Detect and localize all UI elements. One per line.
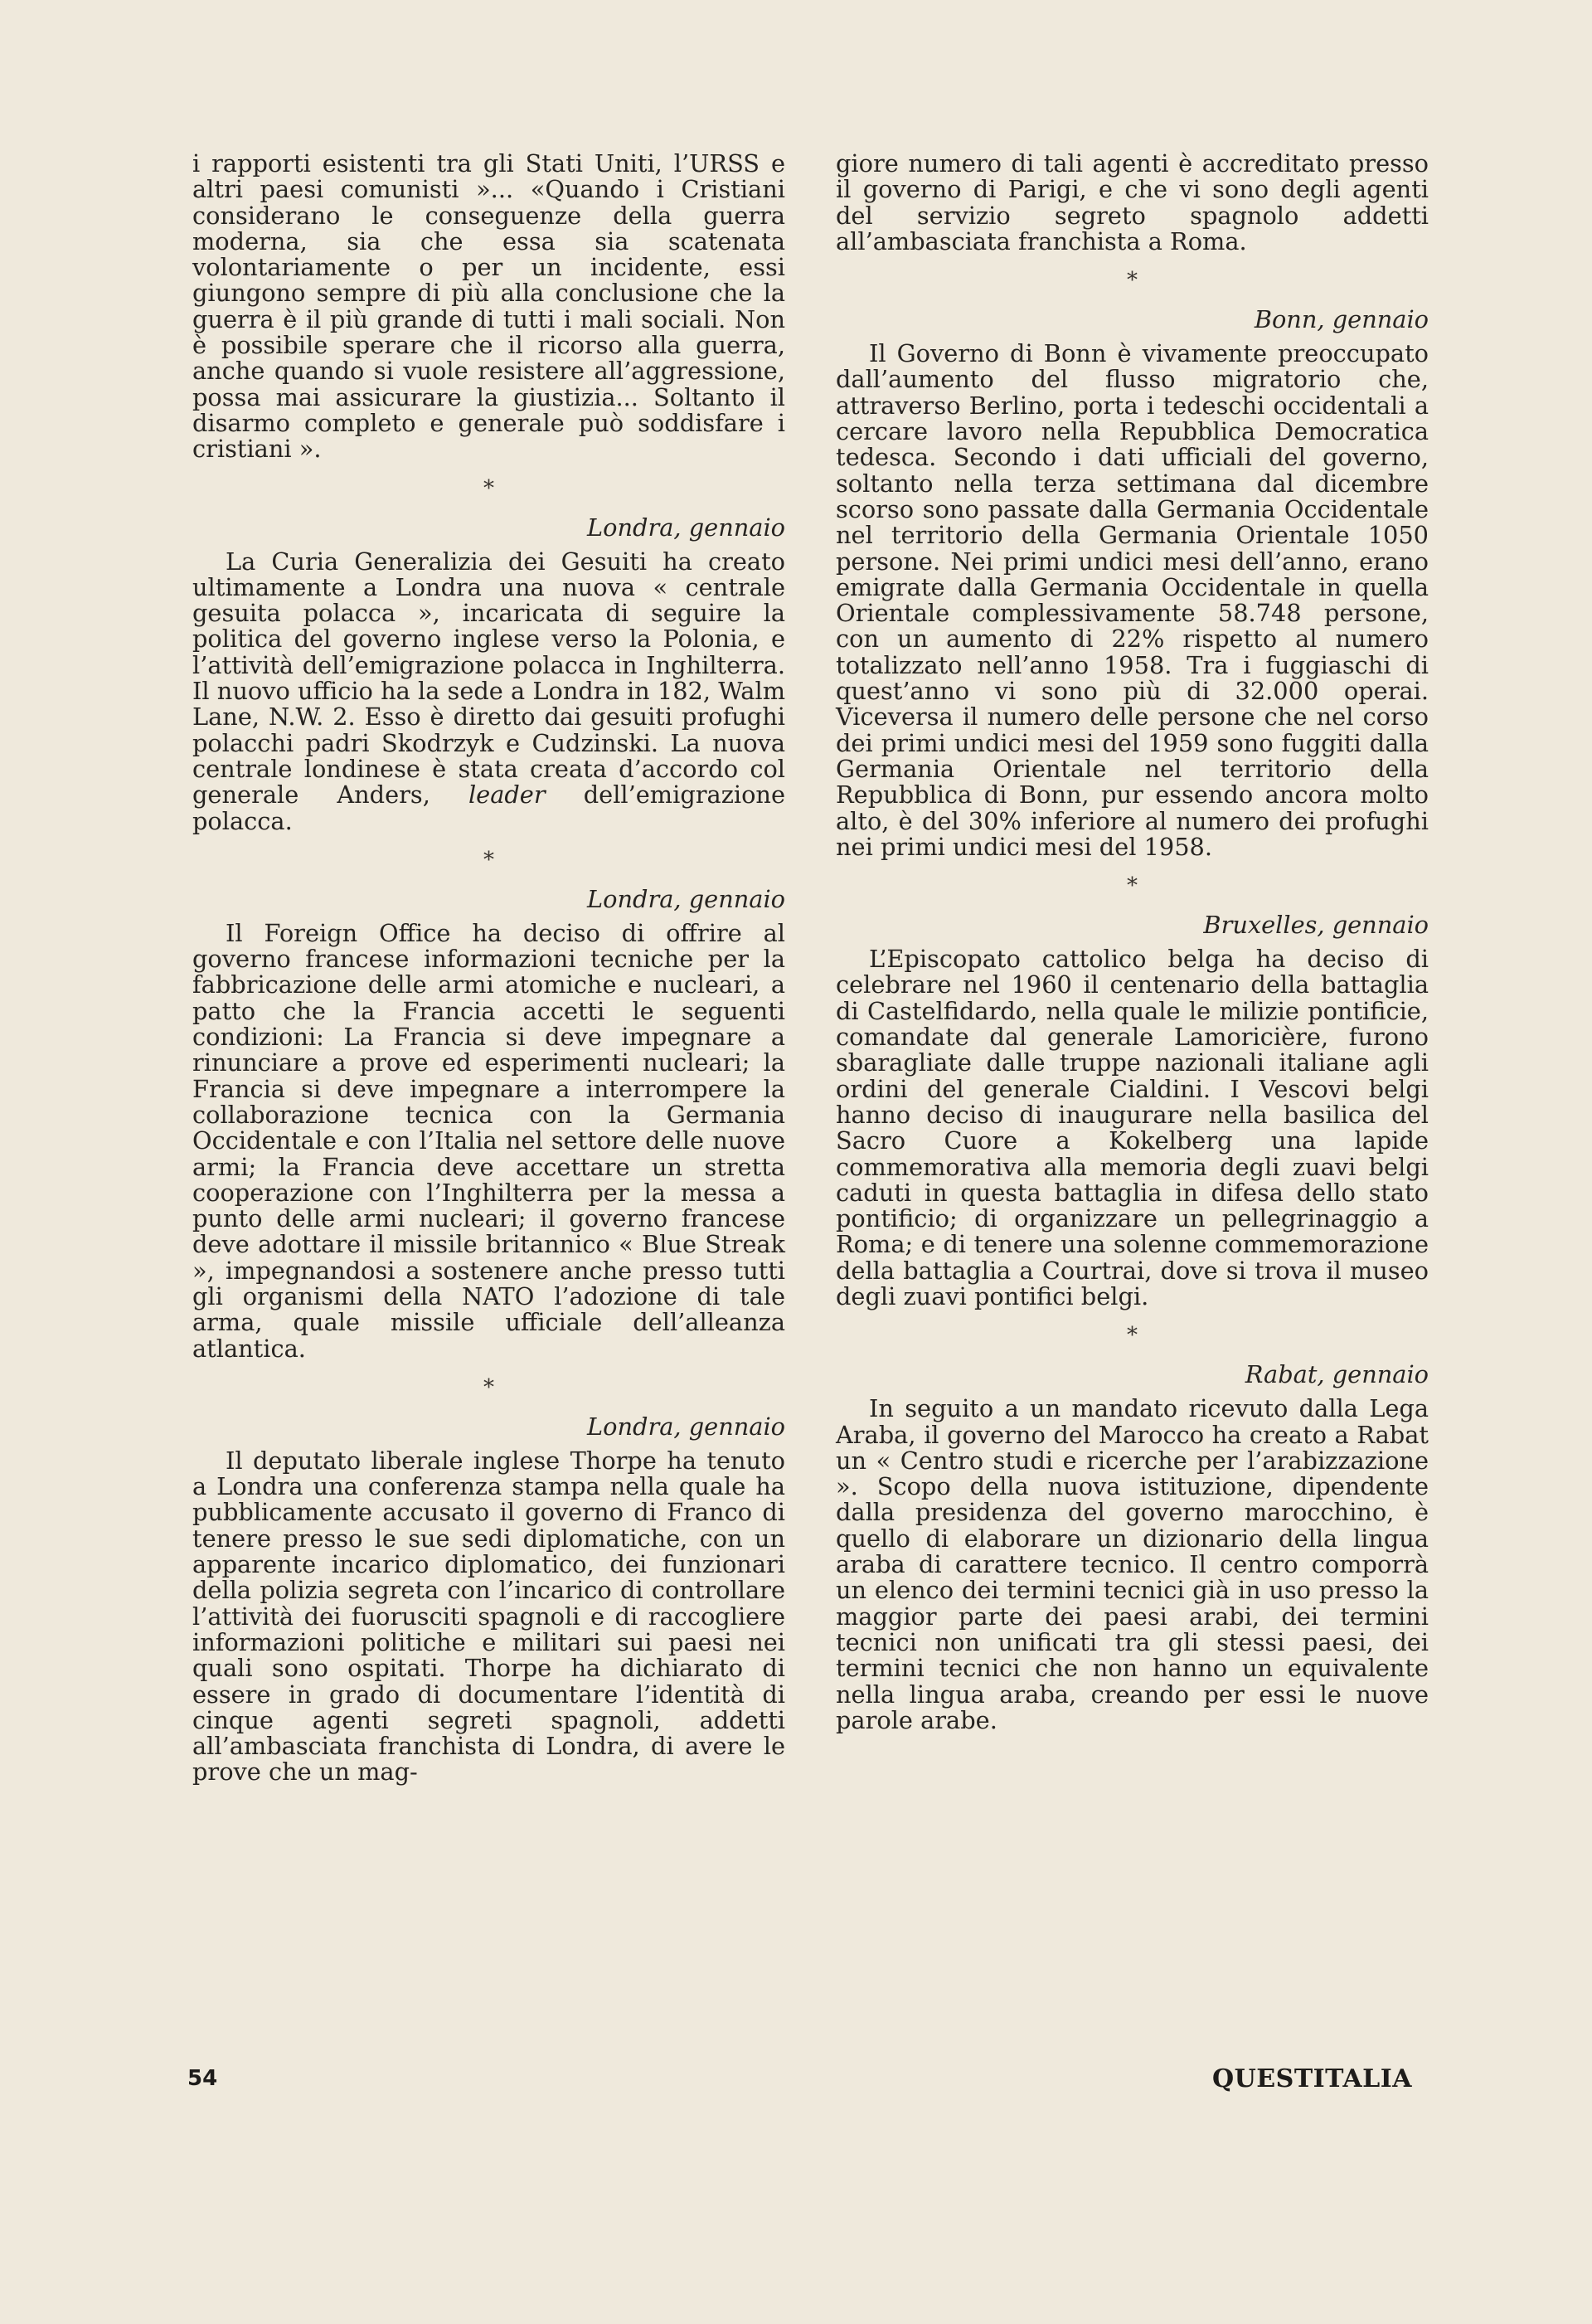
news-paragraph: Il deputato liberale inglese Thorpe ha tenuto a Londra una conferenza stampa nella quale ha pubblicamente accusato il governo di Franco di tenere presso le sue sedi diplomatiche, con un apparente incarico diplomatico, dei funzionari della polizia segreta con l’incarico di controllare l’attività dei fuorusciti spagnoli e di raccogliere informazioni politiche e militari sui paesi nei quali sono ospitati. Thorpe ha dichiarato di essere in grado di documentare l’identità di cinque agenti segreti spagnoli, addetti all’ambasciata franchista di Londra, di avere le prove che un mag- (192, 1446, 785, 1787)
asterisk-separator: * (483, 847, 494, 873)
continuation-paragraph: i rapporti esistenti tra gli Stati Uniti, l’URSS e altri paesi comunisti »... «Quando i Cristiani considerano le conseguenze della guerra moderna, sia che essa sia scatenata volontariamente o per un incidente, essi giungono sempre di più alla conclusione che la guerra è il più grande di tutti i mali sociali. Non è possibile sperare che il ricorso alla guerra, anche quando si vuole resistere all’aggressione, possa mai assicurare la giustizia... Soltanto il disarmo completo e generale può soddisfare i cristiani ». (192, 149, 785, 464)
dateline: Londra, gennaio (587, 513, 785, 542)
news-paragraph (192, 549, 785, 834)
dateline: Bonn, gennaio (1254, 305, 1429, 334)
dateline: Londra, gennaio (587, 884, 785, 913)
news-paragraph: Il Foreign Office ha deciso di offrire al governo francese informazioni tecniche per la fabbricazione delle armi atomiche e nucleari, a patto che la Francia accetti le seguenti condizioni: La Francia si deve impegnare a rinunciare a prove ed esperimenti nucleari; la Francia si deve impegnare a interrompere la collaborazione tecnica con la Germania Occidentale e con l’Italia nel settore delle nuove armi; la Francia deve accettare un stretta cooperazione con l’Inghilterra per la messa a punto delle armi nucleari; il governo francese deve adottare il missile britannico « Blue Streak », impegnandosi a sostenere anche presso tutti gli organismi della NATO l’adozione di tale arma, quale missile ufficiale dell’alleanza atlantica. (192, 918, 785, 1363)
news-paragraph: In seguito a un mandato ricevuto dalla Lega Araba, il governo del Marocco ha creato a Rabat un « Centro studi e ricerche per l’arabizzazione ». Scopo della nuova istituzione, dipendente dalla presidenza del governo marocchino, è quello di elaborare un dizionario della lingua araba di carattere tecnico. Il centro comporrà un elenco dei termini tecnici già in uso presso la maggior parte dei paesi arabi, dei termini tecnici non unificati tra gli stessi paesi, dei termini tecnici che non hanno un equivalente nella lingua araba, creando per essi le nuove parole arabe. (836, 1394, 1429, 1734)
left-column (192, 151, 785, 1786)
italic-word: leader (468, 780, 546, 810)
asterisk-separator: * (1127, 873, 1138, 899)
dateline: Rabat, gennaio (1245, 1360, 1429, 1389)
continuation-paragraph: giore numero di tali agenti è accreditato presso il governo di Parigi, e che vi sono degli agenti del servizio segreto spagnolo addetti all’ambasciata franchista a Roma. (836, 149, 1429, 255)
paragraph-text: La Curia Generalizia dei Gesuiti ha creato ultimamente a Londra una nuova « centrale gesuita polacca », incaricata di seguire la politica del governo inglese verso la Polonia, e l’attività dell’emigrazione polacca in Inghilterra. Il nuovo ufficio ha la sede a Londra in 182, Walm Lane, N.W. 2. Esso è diretto dai gesuiti profughi polacchi padri Skodrzyk e Cudzinski. La nuova centrale londinese è stata creata d’accordo col generale Anders, (192, 547, 785, 810)
paragraph-text: dell’emigrazione polacca. (192, 780, 785, 835)
page-number: 54 (187, 2066, 218, 2091)
right-column (836, 151, 1429, 1733)
dateline: Bruxelles, gennaio (1203, 911, 1429, 940)
news-paragraph: L’Episcopato cattolico belga ha deciso di celebrare nel 1960 il centenario della battaglia di Castelfidardo, nella quale le milizie pontificie, comandate dal generale Lamoricière, furono sbaragliate dalle truppe nazionali italiane agli ordini del generale Cialdini. I Vescovi belgi hanno deciso di inaugurare nella basilica del Sacro Cuore a Kokelberg una lapide commemorativa alla memoria degli zuavi belgi caduti in questa battaglia in difesa dello stato pontificio; di organizzare un pellegrinaggio a Roma; e di tenere una solenne commemorazione della battaglia a Courtrai, dove si trova il museo degli zuavi pontifici belgi. (836, 945, 1429, 1310)
magazine-name: QUESTITALIA (1212, 2064, 1413, 2093)
dateline: Londra, gennaio (587, 1412, 785, 1441)
asterisk-separator: * (483, 475, 494, 501)
asterisk-separator: * (1127, 1323, 1138, 1349)
news-paragraph: Il Governo di Bonn è vivamente preoccupato dall’aumento del flusso migratorio che, attraverso Berlino, porta i tedeschi occidentali a cercare lavoro nella Repubblica Democratica tedesca. Secondo i dati ufficiali del governo, soltanto nella terza settimana dal dicembre scorso sono passate dalla Germania Occidentale nel territorio della Germania Orientale 1050 persone. Nei primi undici mesi dell’anno, erano emigrate dalla Germania Occidentale in quella Orientale complessivamente 58.748 persone, con un aumento di 22% rispetto al numero totalizzato nell’anno 1958. Tra i fuggiaschi di quest’anno vi sono più di 32.000 operai. Viceversa il numero delle persone che nel corso dei primi undici mesi del 1959 sono fuggiti dalla Germania Orientale nel territorio della Repubblica di Bonn, pur essendo ancora molto alto, è del 30% inferiore al numero dei profughi nei primi undici mesi del 1958. (836, 339, 1429, 861)
asterisk-separator: * (1127, 268, 1138, 294)
asterisk-separator: * (483, 1374, 494, 1400)
